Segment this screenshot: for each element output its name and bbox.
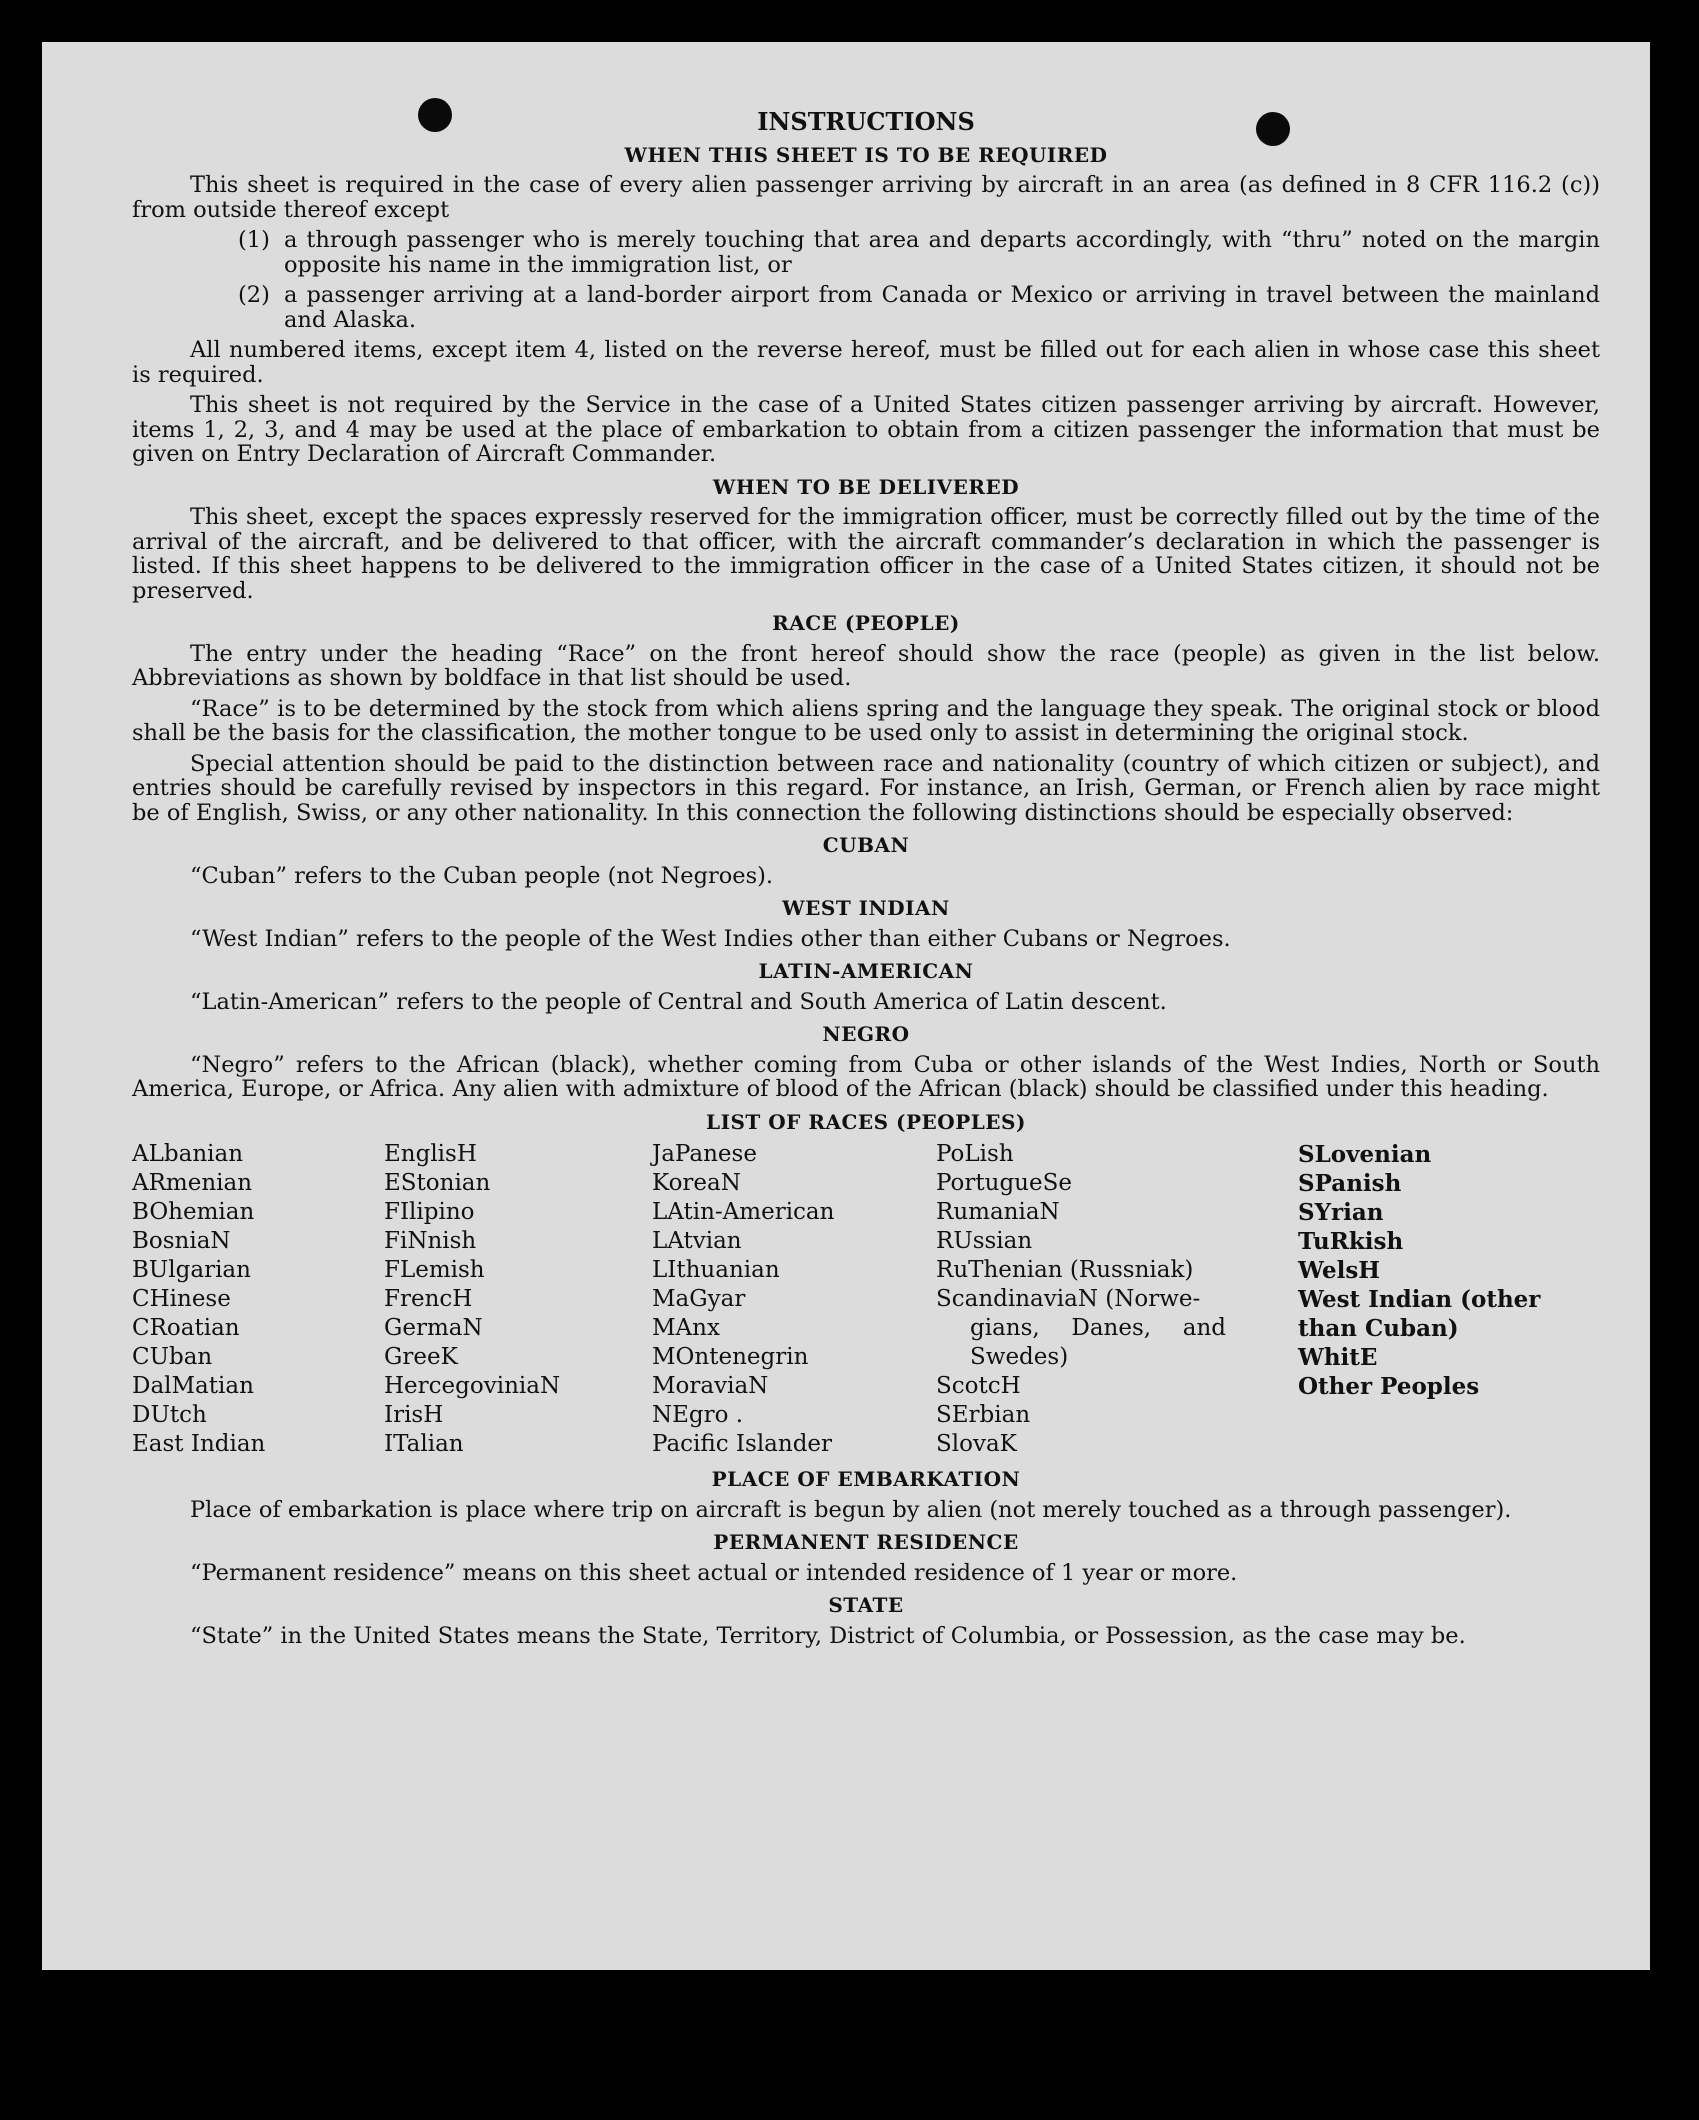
race-entry: FIlipino <box>384 1199 475 1225</box>
race-entry: MOntenegrin <box>652 1344 809 1370</box>
heading-latin-american: LATIN-AMERICAN <box>758 959 974 983</box>
race-entry: DalMatian <box>132 1373 254 1399</box>
races-column-2 <box>384 1140 652 1459</box>
embarkation-text: Place of embarkation is place where trip on aircraft is begun by alien (not merely touched as a through passenger). <box>190 1496 1512 1523</box>
state-text: “State” in the United States means the State, Territory, District of Columbia, or Possession, as the case may be. <box>190 1622 1466 1649</box>
race-entry: MoraviaN <box>652 1373 769 1399</box>
race-entry: GreeK <box>384 1344 458 1370</box>
race-entry: LAtvian <box>652 1228 742 1254</box>
race-entry: SlovaK <box>936 1431 1017 1457</box>
race-entry: FLemish <box>384 1257 485 1283</box>
race-entry: BUlgarian <box>132 1257 251 1283</box>
item-text: a through passenger who is merely touching that area and departs accordingly, with “thru” noted on the margin opposite his name in the immigration list, or <box>284 227 1600 278</box>
heading-race: RACE (PEOPLE) <box>772 611 960 635</box>
race-entry: MAnx <box>652 1315 720 1341</box>
races-column-4-bottom <box>936 1372 1298 1459</box>
item-number: (1) <box>238 227 270 253</box>
exception-item-1 <box>132 228 1600 277</box>
item-text: a passenger arriving at a land-border airport from Canada or Mexico or arriving in travel between the mainland and Alaska. <box>284 282 1600 333</box>
race-entry: DUtch <box>132 1402 207 1428</box>
heading-when-delivered: WHEN TO BE DELIVERED <box>712 474 1020 499</box>
heading-when-required: WHEN THIS SHEET IS TO BE REQUIRED <box>624 142 1108 167</box>
races-column-4-top <box>936 1140 1298 1285</box>
race-entry: ScotcH <box>936 1373 1021 1399</box>
race-entry: BosniaN <box>132 1228 231 1254</box>
race-entry: NEgro . <box>652 1402 744 1428</box>
race-entry: EnglisH <box>384 1141 477 1167</box>
race-entry: HercegoviniaN <box>384 1373 561 1399</box>
race-entry: PortugueSe <box>936 1170 1072 1196</box>
race-entry: LAtin-American <box>652 1199 835 1225</box>
heading-cuban: CUBAN <box>822 833 910 857</box>
race-entry: ARmenian <box>132 1170 253 1196</box>
race-entry: FrencH <box>384 1286 473 1312</box>
race-entry: SErbian <box>936 1402 1031 1428</box>
races-column-4 <box>936 1140 1298 1459</box>
cuban-text: “Cuban” refers to the Cuban people (not Negroes). <box>190 862 774 889</box>
heading-embarkation: PLACE OF EMBARKATION <box>711 1467 1021 1491</box>
race-entry: PoLish <box>936 1141 1014 1167</box>
race-entry: ITalian <box>384 1431 464 1457</box>
when-delivered-text: This sheet, except the spaces expressly reserved for the immigration officer, must be correctly filled out by the time of the arrival of the aircraft, and be delivered to that officer, with the aircraft commander’s declaration in which the passenger is listed. If this sheet happens to be delivered to the immigration officer in the case of a United States citizen, it should not be preserved. <box>132 504 1600 604</box>
exception-item-2 <box>132 283 1600 332</box>
race-entry: Pacific Islander <box>652 1431 833 1457</box>
west-indian-text: “West Indian” refers to the people of the West Indies other than either Cubans or Negroes. <box>190 925 1231 952</box>
race-entry: ALbanian <box>132 1141 244 1167</box>
race-paragraph-1: The entry under the heading “Race” on the front hereof should show the race (people) as given in the list below. Abbreviations as shown by boldface in that list should be used. <box>132 640 1600 691</box>
race-entry: ScandinaviaN (Norwe- <box>936 1286 1201 1312</box>
heading-west-indian: WEST INDIAN <box>782 896 950 920</box>
item-number: (2) <box>238 282 270 308</box>
race-entry-continuation: gians, Danes, and Swedes) <box>970 1315 1226 1370</box>
page-title: INSTRUCTIONS <box>757 107 975 136</box>
negro-text: “Negro” refers to the African (black), whether coming from Cuba or other islands of the West Indies, North or South America, Europe, or Africa. Any alien with admixture of blood of the African (black) should be classified under this heading. <box>132 1051 1600 1102</box>
race-entry: TuRkish <box>1298 1228 1404 1255</box>
race-entry: BOhemian <box>132 1199 255 1225</box>
heading-residence: PERMANENT RESIDENCE <box>713 1530 1019 1554</box>
races-column-5 <box>1298 1140 1568 1459</box>
race-entry: LIthuanian <box>652 1257 780 1283</box>
race-entry: FiNnish <box>384 1228 477 1254</box>
when-required-intro: This sheet is required in the case of every alien passenger arriving by aircraft in an area (as defined in 8 CFR 116.2 (c)) from outside thereof except <box>132 172 1600 223</box>
race-entry: RUssian <box>936 1228 1033 1254</box>
race-paragraph-2: “Race” is to be determined by the stock from which aliens spring and the language they speak. The original stock or blood shall be the basis for the classification, the mother tongue to be used only to assist in determining the original stock. <box>132 695 1600 746</box>
document-page <box>42 42 1650 1970</box>
heading-negro: NEGRO <box>822 1022 910 1046</box>
race-entry: West Indian (other than Cuban) <box>1298 1286 1541 1342</box>
numbered-items-paragraph: All numbered items, except item 4, listed on the reverse hereof, must be filled out for each alien in whose case this sheet is required. <box>132 337 1600 388</box>
heading-list-of-races: LIST OF RACES (PEOPLES) <box>706 1109 1026 1134</box>
race-entry: KoreaN <box>652 1170 741 1196</box>
race-entry: WhitE <box>1298 1344 1378 1371</box>
race-entry: SPanish <box>1298 1170 1402 1197</box>
races-list <box>132 1140 1600 1459</box>
race-entry: JaPanese <box>652 1141 757 1167</box>
race-entry: CHinese <box>132 1286 231 1312</box>
residence-text: “Permanent residence” means on this sheet actual or intended residence of 1 year or more. <box>190 1559 1238 1586</box>
race-entry: Other Peoples <box>1298 1373 1480 1400</box>
race-paragraph-3: Special attention should be paid to the distinction between race and nationality (country of which citizen or subject), and entries should be carefully revised by inspectors in this regard. For instance, an Irish, German, or French alien by race might be of English, Swiss, or any other nationality. In this connection the following distinctions should be especially observed: <box>132 750 1600 826</box>
race-entry: SYrian <box>1298 1199 1384 1226</box>
race-entry: EStonian <box>384 1170 491 1196</box>
citizen-paragraph: This sheet is not required by the Service in the case of a United States citizen passenger arriving by aircraft. However, items 1, 2, 3, and 4 may be used at the place of embarkation to obtain from a citizen passenger the information that must be given on Entry Declaration of Aircraft Commander. <box>132 392 1600 467</box>
race-entry: CRoatian <box>132 1315 240 1341</box>
race-entry: IrisH <box>384 1402 444 1428</box>
races-column-1 <box>132 1140 384 1459</box>
race-entry: WelsH <box>1298 1257 1381 1284</box>
race-entry: RuThenian (Russniak) <box>936 1257 1194 1283</box>
races-column-3 <box>652 1140 936 1459</box>
race-entry: GermaN <box>384 1315 483 1341</box>
heading-state: STATE <box>828 1593 904 1617</box>
race-entry: SLovenian <box>1298 1141 1432 1168</box>
race-entry: MaGyar <box>652 1286 746 1312</box>
race-entry: East Indian <box>132 1431 266 1457</box>
race-entry: RumaniaN <box>936 1199 1060 1225</box>
instructions-content <box>132 107 1600 1654</box>
race-entry: CUban <box>132 1344 213 1370</box>
latin-american-text: “Latin-American” refers to the people of Central and South America of Latin descent. <box>190 988 1167 1015</box>
